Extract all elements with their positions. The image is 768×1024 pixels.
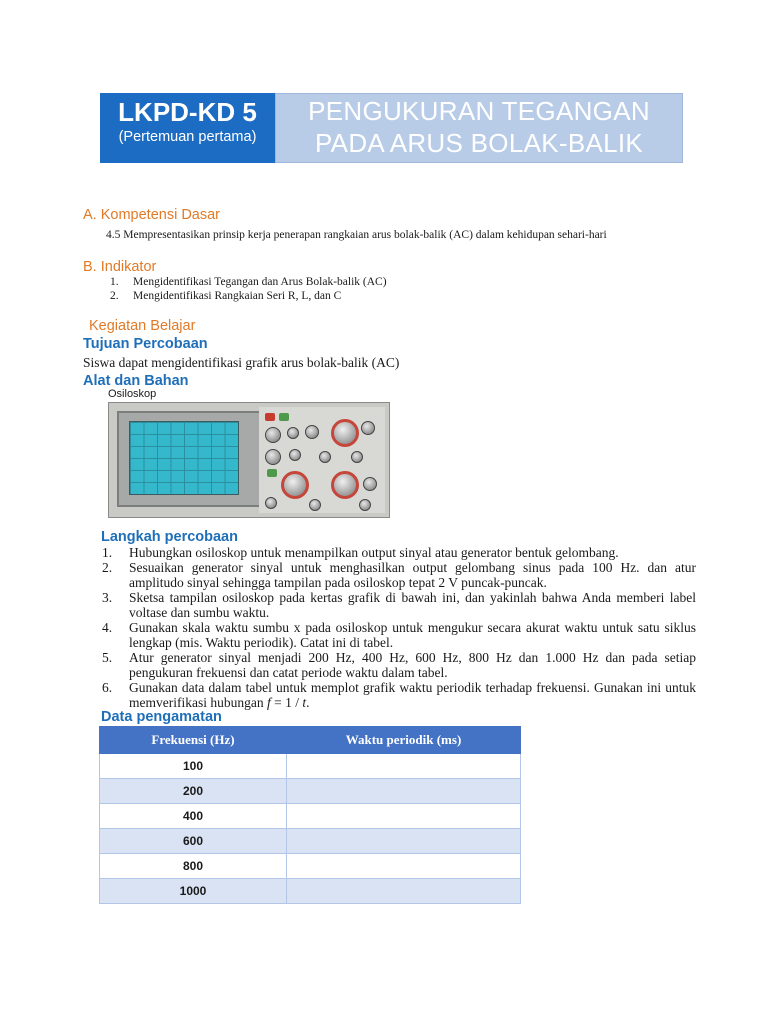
cell-waktu[interactable]	[287, 854, 521, 879]
control-button	[265, 413, 275, 421]
oscilloscope-control-panel	[259, 407, 385, 513]
section-a-text: 4.5 Mempresentasikan prinsip kerja penerapan rangkaian arus bolak-balik (AC) dalam kehidupan sehari-hari	[106, 229, 607, 241]
table-row	[100, 854, 521, 879]
control-knob	[305, 425, 319, 439]
symbol-t: t	[302, 695, 307, 710]
control-button	[279, 413, 289, 421]
cell-waktu[interactable]	[287, 804, 521, 829]
step-text: Gunakan skala waktu sumbu x pada osiloskop untuk mengukur secara akurat waktu untuk satu siklus lengkap (mis. Waktu periodik). Catat ini di tabel.	[129, 620, 696, 650]
cell-frekuensi: 600	[100, 829, 287, 854]
control-knob	[331, 419, 359, 447]
langkah-heading: Langkah percobaan	[101, 529, 238, 545]
control-knob	[265, 427, 281, 443]
alat-heading: Alat dan Bahan	[83, 373, 189, 389]
cell-waktu[interactable]	[287, 879, 521, 904]
langkah-list	[102, 545, 696, 710]
step-text: Atur generator sinyal menjadi 200 Hz, 400 Hz, 600 Hz, 800 Hz dan 1.000 Hz dan pada setiap pengukuran frekuensi dan catat periode waktu dalam tabel.	[129, 650, 696, 680]
cell-frekuensi: 200	[100, 779, 287, 804]
step-text: Sesuaikan generator sinyal untuk menghasilkan output gelombang sinus pada 100 Hz. dan atur amplitudo sinyal sehingga tampilan pada osiloskop tepat 2 V puncak-puncak.	[129, 560, 696, 590]
tujuan-heading: Tujuan Percobaan	[83, 336, 208, 352]
alat-item: Osiloskop	[108, 388, 157, 400]
table-row	[100, 804, 521, 829]
control-knob	[287, 427, 299, 439]
step-number: 4.	[102, 620, 113, 635]
control-knob	[331, 471, 359, 499]
step-number: 2.	[102, 560, 113, 575]
step-text: Hubungkan osiloskop untuk menampilkan output sinyal atau generator bentuk gelombang.	[129, 545, 619, 560]
step-number: 6.	[102, 680, 113, 695]
cell-waktu[interactable]	[287, 779, 521, 804]
kegiatan-heading: Kegiatan Belajar	[89, 318, 196, 334]
table-header-row	[100, 727, 521, 754]
control-knob	[359, 499, 371, 511]
indikator-text-2: Mengidentifikasi Rangkaian Seri R, L, dan C	[133, 290, 342, 302]
header-title-line1: PENGUKURAN TEGANGAN	[308, 96, 650, 126]
oscilloscope-screen-bezel	[117, 411, 261, 507]
table-row	[100, 879, 521, 904]
table-row	[100, 829, 521, 854]
cell-frekuensi: 400	[100, 804, 287, 829]
control-knob	[289, 449, 301, 461]
table-row	[100, 779, 521, 804]
header-title-box	[275, 93, 683, 163]
oscilloscope-screen	[129, 421, 239, 495]
step-number: 5.	[102, 650, 113, 665]
cell-waktu[interactable]	[287, 829, 521, 854]
cell-frekuensi: 1000	[100, 879, 287, 904]
oscilloscope-image	[108, 402, 390, 518]
list-item	[102, 680, 696, 710]
header-session: (Pertemuan pertama)	[118, 129, 257, 145]
section-b-heading: B. Indikator	[83, 259, 157, 275]
step-text: Sketsa tampilan osiloskop pada kertas grafik di bawah ini, dan yakinlah bahwa Anda memberi label voltase dan sumbu waktu.	[129, 590, 696, 620]
control-knob	[265, 497, 277, 509]
table-row	[100, 754, 521, 779]
tujuan-text: Siswa dapat mengidentifikasi grafik arus bolak-balik (AC)	[83, 355, 400, 370]
list-item	[102, 560, 696, 590]
control-knob	[363, 477, 377, 491]
list-item	[102, 620, 696, 650]
indikator-num-2: 2.	[110, 290, 119, 302]
list-item	[102, 545, 696, 560]
control-knob	[281, 471, 309, 499]
cell-frekuensi: 100	[100, 754, 287, 779]
column-header-waktu: Waktu periodik (ms)	[287, 727, 521, 754]
cell-frekuensi: 800	[100, 854, 287, 879]
list-item	[102, 650, 696, 680]
step-text-a: Gunakan data dalam tabel untuk memplot grafik waktu periodik terhadap frekuensi. Gunakan ini untuk memverifikasi hubungan	[129, 680, 696, 710]
header-title-line2: PADA ARUS BOLAK-BALIK	[314, 128, 644, 158]
cell-waktu[interactable]	[287, 754, 521, 779]
data-table	[99, 726, 521, 904]
control-knob	[319, 451, 331, 463]
header-code-box	[100, 93, 275, 163]
step-text-c: .	[306, 695, 310, 710]
list-item	[102, 590, 696, 620]
step-number: 3.	[102, 590, 113, 605]
symbol-f: f	[266, 695, 271, 710]
indikator-text-1: Mengidentifikasi Tegangan dan Arus Bolak-balik (AC)	[133, 276, 387, 288]
step-number: 1.	[102, 545, 113, 560]
column-header-frekuensi: Frekuensi (Hz)	[100, 727, 287, 754]
section-a-heading: A. Kompetensi Dasar	[83, 207, 221, 223]
data-pengamatan-heading: Data pengamatan	[101, 709, 222, 725]
control-button	[267, 469, 277, 477]
control-knob	[361, 421, 375, 435]
step-text	[129, 680, 696, 710]
control-knob	[351, 451, 363, 463]
control-knob	[309, 499, 321, 511]
header-code: LKPD-KD 5	[118, 97, 257, 127]
control-knob	[265, 449, 281, 465]
step-text-b: = 1 /	[270, 695, 303, 710]
indikator-num-1: 1.	[110, 276, 119, 288]
